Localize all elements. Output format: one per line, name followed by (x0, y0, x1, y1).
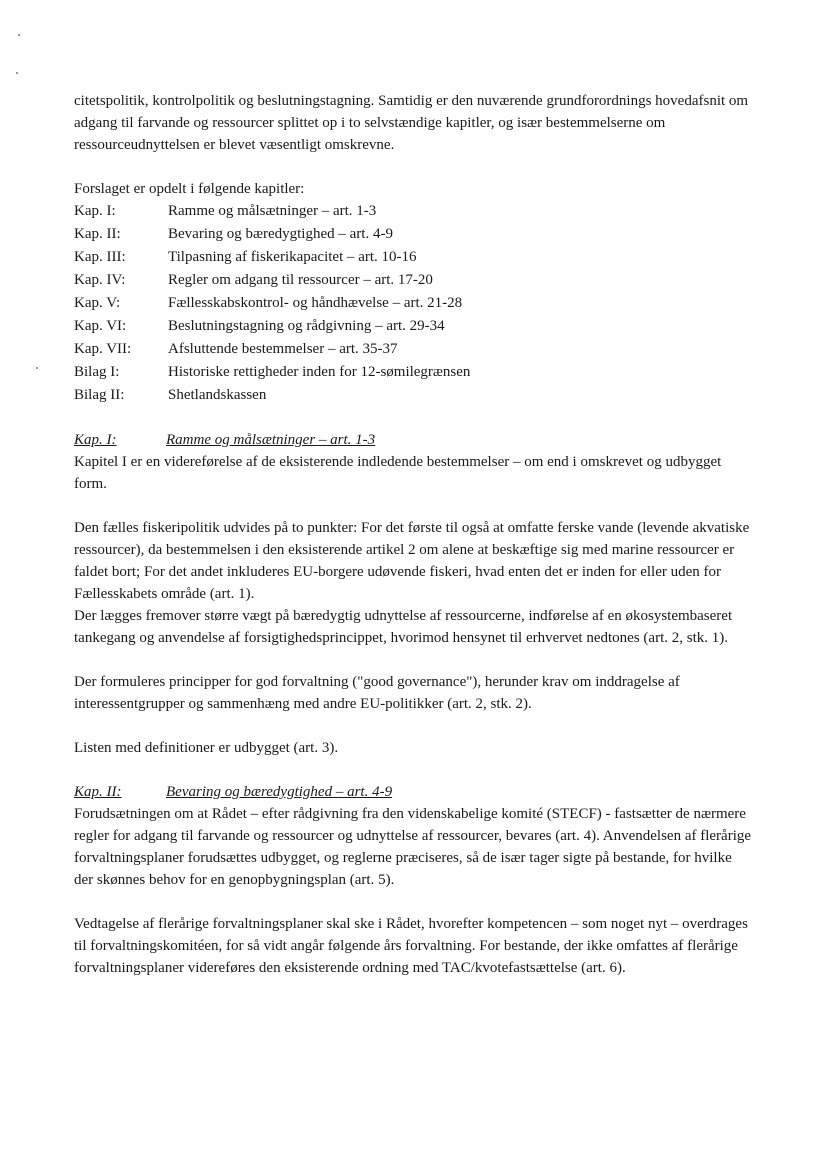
spacer (74, 759, 754, 781)
scan-speck (16, 72, 18, 74)
document-page (74, 90, 754, 979)
chapter-1-paragraph-4: Der formuleres principper for god forvaltning ("good governance"), herunder krav om inddragelse af interessentgrupper og sammenhæng med andre EU-politikker (art. 2, stk. 2). (74, 674, 680, 712)
chapter-list-item (74, 269, 754, 292)
chapter-1-paragraph-2: Den fælles fiskeripolitik udvides på to punkter: For det første til også at omfatte ferske vande (levende akvatiske ressourcer), da bestemmelsen i den eksisterende artikel 2 om alene at beskæftige sig med marine ressourcer er faldet bort; For det andet inkluderes EU-borgere udøvende fiskeri, hvad enten det er inden for eller uden for Fællesskabets område (art. 1). (74, 520, 750, 602)
chapter-list-text: Shetlandskassen (168, 387, 267, 403)
chapter-1-paragraph-1: Kapitel I er en videreførelse af de eksisterende indledende bestemmelser – om end i omskrevet og udbygget form. (74, 454, 722, 492)
chapter-list-text: Beslutningstagning og rådgivning – art. 29-34 (168, 318, 445, 334)
spacer (74, 715, 754, 737)
spacer (74, 891, 754, 913)
spacer (74, 649, 754, 671)
chapter-list-text: Afsluttende bestemmelser – art. 35-37 (168, 341, 398, 357)
spacer (74, 495, 754, 517)
chapter-list-text: Regler om adgang til ressourcer – art. 17-20 (168, 272, 433, 288)
chapter-1-paragraph-5: Listen med definitioner er udbygget (art. 3). (74, 740, 339, 756)
section-heading-chapter-1 (74, 429, 754, 451)
chapter-2-paragraph-2: Vedtagelse af flerårige forvaltningsplaner skal ske i Rådet, hvorefter kompetencen – som noget nyt – overdrages til forvaltningskomitéen, for så vidt angår følgende års forvaltning. For bestande, der ikke omfattes af flerårige forvaltningsplaner videreføres den eksisterende ordning med TAC/kvotefastsættelse (art. 6). (74, 916, 748, 976)
chapter-list-text: Ramme og målsætninger – art. 1-3 (168, 203, 377, 219)
scan-speck (36, 367, 38, 369)
chapter-list-label: Kap. I: (74, 203, 116, 219)
chapter-list-item (74, 200, 754, 223)
chapter-list-label: Kap. III: (74, 249, 126, 265)
section-heading-chapter-2 (74, 781, 754, 803)
chapter-list-label: Kap. IV: (74, 272, 126, 288)
chapter-list-item (74, 246, 754, 269)
chapter-list-text: Fællesskabskontrol- og håndhævelse – art. 21-28 (168, 295, 463, 311)
intro-paragraph: citetspolitik, kontrolpolitik og beslutningstagning. Samtidig er den nuværende grundforordnings hovedafsnit om adgang til farvande og ressourcer splittet op i to selvstændige kapitler, og især bestemmelserne om ressourceudnyttelsen er blevet væsentligt omskrevne. (74, 93, 749, 153)
section-heading-label: Kap. I: (74, 432, 117, 448)
toc-lead: Forslaget er opdelt i følgende kapitler: (74, 181, 305, 197)
section-heading-label: Kap. II: (74, 784, 122, 800)
spacer (74, 407, 754, 429)
chapter-list-item (74, 315, 754, 338)
chapter-list-label: Kap. VII: (74, 341, 132, 357)
chapter-list-item (74, 338, 754, 361)
chapter-list-label: Kap. II: (74, 226, 121, 242)
chapter-list-text: Bevaring og bæredygtighed – art. 4-9 (168, 226, 393, 242)
chapter-list-item (74, 361, 754, 384)
chapter-list-item (74, 223, 754, 246)
chapter-list-text: Historiske rettigheder inden for 12-sømilegrænsen (168, 364, 471, 380)
chapter-list-item (74, 384, 754, 407)
chapter-list-label: Bilag II: (74, 387, 125, 403)
section-heading-title: Ramme og målsætninger – art. 1-3 (166, 432, 376, 448)
scan-speck (18, 34, 20, 36)
section-heading-title: Bevaring og bæredygtighed – art. 4-9 (166, 784, 393, 800)
spacer (74, 156, 754, 178)
chapter-2-paragraph-1: Forudsætningen om at Rådet – efter rådgivning fra den videnskabelige komité (STECF) - fastsætter de nærmere regler for adgang til farvande og ressourcer og udnyttelse af ressourcer, bevares (art. 4). Anvendelsen af flerårige forvaltningsplaner forudsættes udbygget, og reglerne præciseres, så de især tager sigte på bestande, for hvilke der skønnes behov for en genopbygningsplan (art. 5). (74, 806, 752, 888)
chapter-list-label: Bilag I: (74, 364, 120, 380)
chapter-list-label: Kap. V: (74, 295, 121, 311)
chapter-1-paragraph-3: Der lægges fremover større vægt på bæredygtig udnyttelse af ressourcerne, indførelse af en økosystembaseret tankegang og anvendelse af forsigtighedsprincippet, hvorimod hensynet til erhvervet nedtones (art. 2, stk. 1). (74, 608, 733, 646)
chapter-list-label: Kap. VI: (74, 318, 127, 334)
chapter-list (74, 200, 754, 407)
chapter-list-item (74, 292, 754, 315)
chapter-list-text: Tilpasning af fiskerikapacitet – art. 10-16 (168, 249, 417, 265)
